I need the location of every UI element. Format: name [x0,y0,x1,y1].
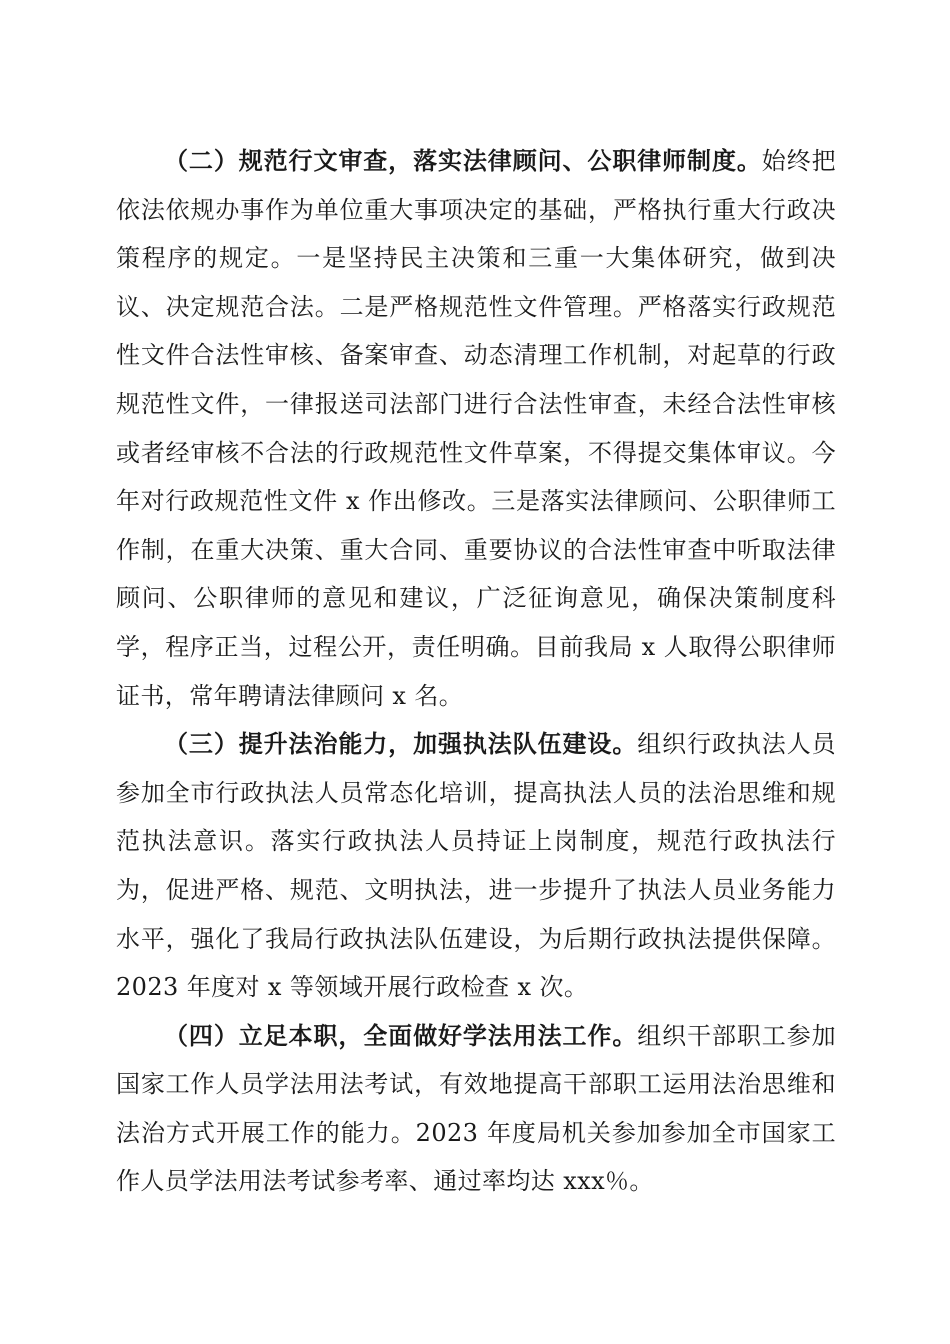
section-3-body: 组织行政执法人员参加全市行政执法人员常态化培训，提高执法人员的法治思维和规范执法意识。落实行政执法人员持证上岗制度，规范行政执法行为，促进严格、规范、文明执法，进一步提升了执法人员业务能力水平，强化了我局行政执法队伍建设，为后期行政执法提供保障。2023 年度对 x 等领域开展行政检查 x 次。 [116,730,836,1002]
section-4-body: 组织干部职工参加国家工作人员学法用法考试，有效地提高干部职工运用法治思维和法治方式开展工作的能力。2023 年度局机关参加参加全市国家工作人员学法用法考试参考率、通过率均达 xxx％。 [116,1021,836,1196]
section-2-heading: （二）规范行文审查，落实法律顾问、公职律师制度。 [164,146,762,175]
paragraph-section-3 [116,720,836,1012]
section-2-body: 始终把依法依规办事作为单位重大事项决定的基础，严格执行重大行政决策程序的规定。一是坚持民主决策和三重一大集体研究，做到决议、决定规范合法。二是严格规范性文件管理。严格落实行政规范性文件合法性审核、备案审查、动态清理工作机制，对起草的行政规范性文件，一律报送司法部门进行合法性审查，未经合法性审核或者经审核不合法的行政规范性文件草案，不得提交集体审议。今年对行政规范性文件 x 作出修改。三是落实法律顾问、公职律师工作制，在重大决策、重大合同、重要协议的合法性审查中听取法律顾问、公职律师的意见和建议，广泛征询意见，确保决策制度科学，程序正当，过程公开，责任明确。目前我局 x 人取得公职律师证书，常年聘请法律顾问 x 名。 [116,147,836,710]
paragraph-section-4 [116,1012,836,1206]
paragraph-section-2 [116,137,836,720]
section-4-heading: （四）立足本职，全面做好学法用法工作。 [164,1020,638,1050]
document-body [116,137,836,1206]
section-3-heading: （三）提升法治能力，加强执法队伍建设。 [164,729,638,759]
